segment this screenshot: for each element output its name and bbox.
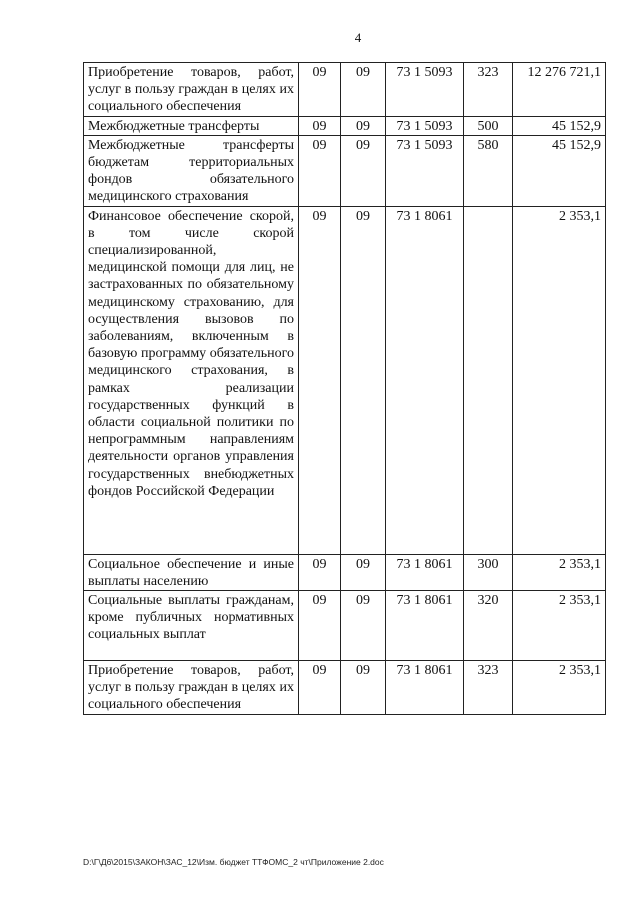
target-article-cell: 73 1 8061 xyxy=(386,206,464,554)
subsection-code-cell: 09 xyxy=(341,206,386,554)
target-article-cell: 73 1 5093 xyxy=(386,116,464,135)
table-row xyxy=(84,135,606,206)
amount-cell: 45 152,9 xyxy=(513,135,606,206)
row-name-cell: Межбюджетные трансферты xyxy=(84,116,299,135)
subsection-code-cell: 09 xyxy=(341,63,386,117)
row-name-cell: Приобретение товаров, работ, услуг в пользу граждан в целях их социального обеспечения xyxy=(84,63,299,117)
budget-table xyxy=(83,62,606,715)
row-name-cell: Финансовое обеспечение скорой, в том числе скорой специализированной, медицинской помощи для лиц, не застрахованных по обязательному медицинскому страхованию, для осуществления вызовов по заболеваниям, включенным в базовую программу обязательного медицинского страхования, в рамках реализации государственных функций в области социальной политики по непрограммным направлениям деятельности органов управления государственных внебюджетных фондов Российской Федерации xyxy=(84,206,299,554)
subsection-code-cell: 09 xyxy=(341,661,386,715)
expense-type-cell: 580 xyxy=(464,135,513,206)
section-code-cell: 09 xyxy=(299,591,341,661)
section-code-cell: 09 xyxy=(299,116,341,135)
subsection-code-cell: 09 xyxy=(341,554,386,590)
page-number: 4 xyxy=(354,30,362,45)
section-code-cell: 09 xyxy=(299,661,341,715)
table-row xyxy=(84,591,606,661)
subsection-code-cell: 09 xyxy=(341,135,386,206)
amount-cell: 12 276 721,1 xyxy=(513,63,606,117)
expense-type-cell: 323 xyxy=(464,661,513,715)
expense-type-cell: 320 xyxy=(464,591,513,661)
row-name-cell: Социальные выплаты гражданам, кроме публичных нормативных социальных выплат xyxy=(84,591,299,661)
target-article-cell: 73 1 5093 xyxy=(386,63,464,117)
target-article-cell: 73 1 8061 xyxy=(386,661,464,715)
subsection-code-cell: 09 xyxy=(341,591,386,661)
amount-cell: 2 353,1 xyxy=(513,206,606,554)
expense-type-cell: 300 xyxy=(464,554,513,590)
row-name-cell: Межбюджетные трансферты бюджетам территориальных фондов обязательного медицинского страхования xyxy=(84,135,299,206)
expense-type-cell: 323 xyxy=(464,63,513,117)
target-article-cell: 73 1 8061 xyxy=(386,591,464,661)
section-code-cell: 09 xyxy=(299,206,341,554)
table-row xyxy=(84,63,606,117)
amount-cell: 2 353,1 xyxy=(513,591,606,661)
amount-cell: 45 152,9 xyxy=(513,116,606,135)
target-article-cell: 73 1 5093 xyxy=(386,135,464,206)
section-code-cell: 09 xyxy=(299,554,341,590)
amount-cell: 2 353,1 xyxy=(513,661,606,715)
section-code-cell: 09 xyxy=(299,135,341,206)
section-code-cell: 09 xyxy=(299,63,341,117)
row-name-cell: Социальное обеспечение и иные выплаты населению xyxy=(84,554,299,590)
expense-type-cell xyxy=(464,206,513,554)
document-path-footer: D:\Г\Д6\2015\ЗАКОН\ЗАС_12\Изм. бюджет ТТФОМС_2 чт\Приложение 2.doc xyxy=(83,857,384,867)
table-row xyxy=(84,116,606,135)
expense-type-cell: 500 xyxy=(464,116,513,135)
row-name-cell: Приобретение товаров, работ, услуг в пользу граждан в целях их социального обеспечения xyxy=(84,661,299,715)
amount-cell: 2 353,1 xyxy=(513,554,606,590)
target-article-cell: 73 1 8061 xyxy=(386,554,464,590)
table-row xyxy=(84,661,606,715)
subsection-code-cell: 09 xyxy=(341,116,386,135)
table-row xyxy=(84,206,606,554)
table-row xyxy=(84,554,606,590)
